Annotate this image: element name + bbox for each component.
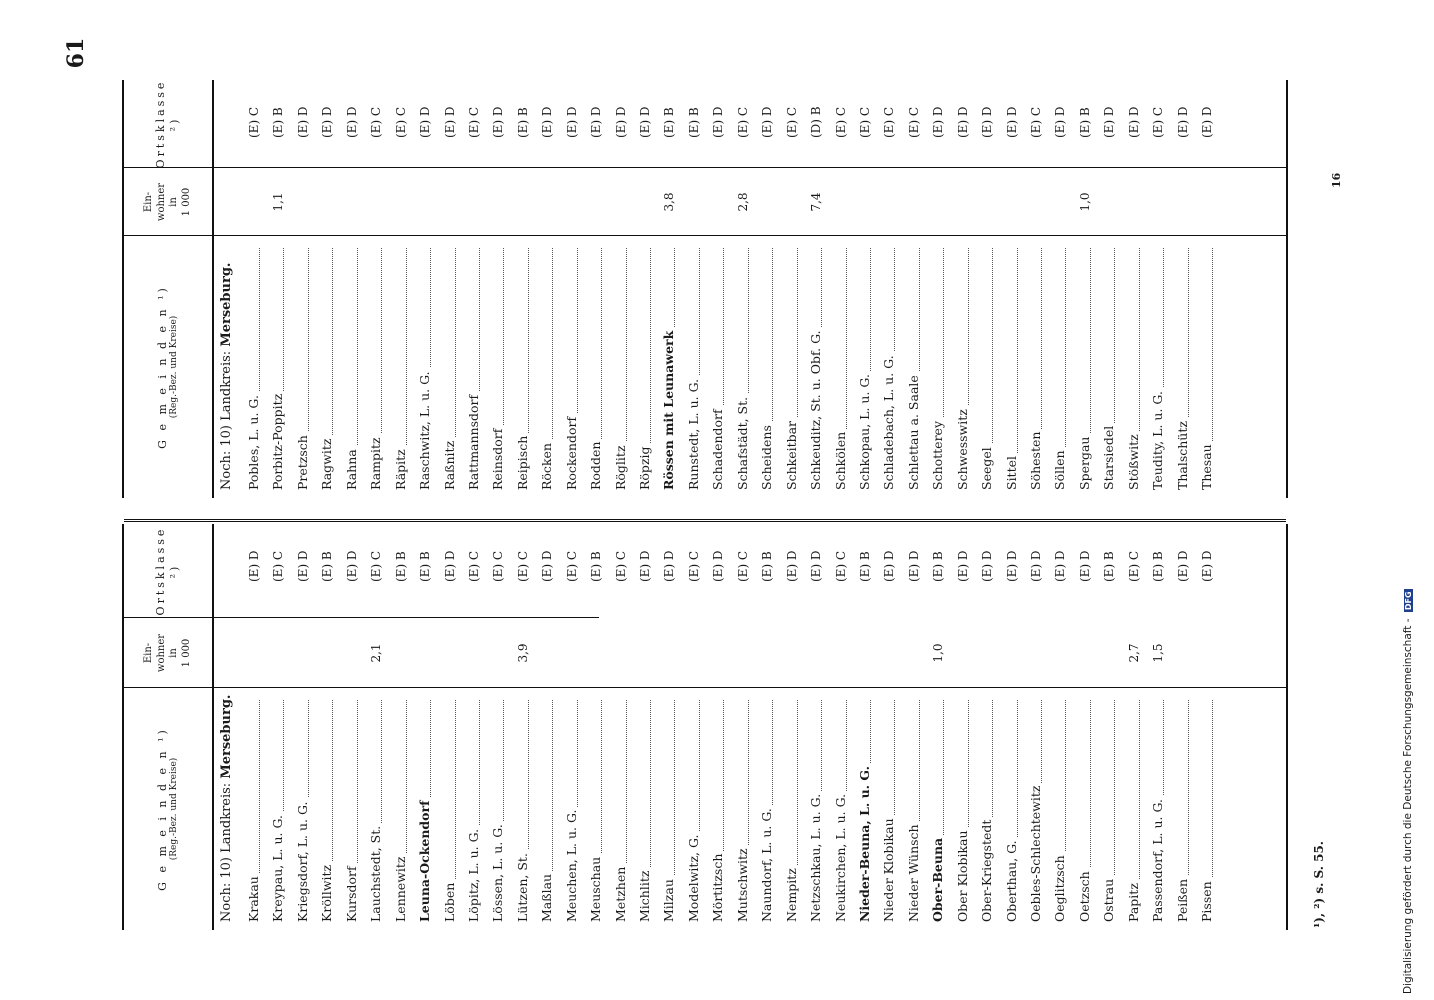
ortsklasse-value: (E) D xyxy=(638,106,652,138)
ortsklasse-value: (E) C xyxy=(882,106,897,138)
page-number: 61 xyxy=(63,37,89,69)
gemeinde-name: Kreypau, L. u. G. xyxy=(266,696,290,922)
table-row xyxy=(242,80,266,498)
gemeinde-name: Papitz xyxy=(1122,696,1146,922)
ortsklasse-value: (E) D xyxy=(442,106,457,138)
left-rows xyxy=(242,524,1220,930)
ortsklasse-value: (E) D xyxy=(589,106,604,138)
gemeinde-name: Mörtitzsch xyxy=(706,696,730,922)
gemeinde-name: Neukirchen, L. u. G. xyxy=(829,696,853,922)
ortsklasse-value: (E) D xyxy=(1029,550,1043,582)
table-row xyxy=(1122,80,1146,498)
table-row xyxy=(633,524,657,930)
gemeinde-name: Söhesten xyxy=(1024,244,1048,490)
gemeinde-name: Pretzsch xyxy=(291,244,315,490)
sheet-mark: 16 xyxy=(1330,172,1343,188)
gemeinde-name: Pobles, L. u. G. xyxy=(242,244,266,490)
ortsklasse-value: (E) D xyxy=(1053,550,1068,582)
ortsklasse-value: (E) C xyxy=(784,106,799,138)
table-row xyxy=(1171,524,1195,930)
gemeinde-name: Schkeitbar xyxy=(780,244,804,490)
ortsklasse-value: (E) C xyxy=(491,550,506,582)
table-row xyxy=(291,524,315,930)
table-row xyxy=(706,524,730,930)
ortsklasse-value: (E) D xyxy=(955,550,970,582)
table-row xyxy=(511,80,535,498)
ortsklasse-value: (E) D xyxy=(247,550,261,582)
header-einwohner: Ein- wohner in 1 000 xyxy=(124,618,214,688)
digitization-note: Digitalisierung gefördert durch die Deutsche Forschungsgemeinschaft - DFG xyxy=(1402,591,1414,994)
gemeinde-name: Ragwitz xyxy=(315,244,339,490)
einwohner-value: 1,5 xyxy=(1151,643,1166,663)
ortsklasse-value: (E) B xyxy=(1151,551,1166,582)
table-row xyxy=(975,524,999,930)
gemeinde-name: Starsiedel xyxy=(1097,244,1121,490)
table-row xyxy=(389,524,413,930)
table-row xyxy=(266,80,290,498)
ortsklasse-value: (E) B xyxy=(271,107,286,138)
ortsklasse-value: (E) D xyxy=(882,550,897,582)
table-row xyxy=(340,80,364,498)
table-row xyxy=(1097,80,1121,498)
ortsklasse-value: (E) B xyxy=(686,107,701,138)
gemeinde-name: Röpzig xyxy=(633,244,657,490)
table-row xyxy=(560,80,584,498)
gemeinde-name: Rahna xyxy=(340,244,364,490)
gemeinde-name: Netzschkau, L. u. G. xyxy=(804,696,828,922)
table-row xyxy=(1024,524,1048,930)
ortsklasse-value: (E) D xyxy=(1175,550,1190,582)
table-row xyxy=(829,80,853,498)
ortsklasse-value: (E) D xyxy=(540,550,555,582)
gemeinde-name: Lauchstedt, St. xyxy=(364,696,388,922)
table-row xyxy=(511,524,535,930)
right-table xyxy=(122,80,1288,498)
ortsklasse-value: (E) D xyxy=(1077,550,1092,582)
ortsklasse-value: (E) D xyxy=(638,550,652,582)
table-row xyxy=(780,524,804,930)
gemeinde-name: Michlitz xyxy=(633,696,657,922)
ortsklasse-value: (E) B xyxy=(1077,107,1092,138)
table-row xyxy=(291,80,315,498)
gemeinde-name: Schkeuditz, St. u. Obf. G. xyxy=(804,244,828,490)
table-row xyxy=(1146,524,1170,930)
gemeinde-name: Räpitz xyxy=(389,244,413,490)
table-row xyxy=(364,80,388,498)
gemeinde-name: Rodden xyxy=(584,244,608,490)
ortsklasse-value: (E) D xyxy=(760,106,775,138)
ortsklasse-value: (E) C xyxy=(906,106,921,138)
table-row xyxy=(584,524,608,930)
ortsklasse-value: (D) B xyxy=(809,106,824,138)
table-row xyxy=(902,524,926,930)
einwohner-value: 1,0 xyxy=(931,643,946,663)
gemeinde-name: Lützen, St. xyxy=(511,696,535,922)
ortsklasse-value: (E) D xyxy=(906,550,921,582)
ortsklasse-value: (E) D xyxy=(955,106,970,138)
table-row xyxy=(1048,524,1072,930)
table-row xyxy=(1195,80,1219,498)
ortsklasse-value: (E) C xyxy=(369,550,384,582)
ortsklasse-value: (E) B xyxy=(589,551,604,582)
table-row xyxy=(535,524,559,930)
gemeinde-name: Rattmannsdorf xyxy=(462,244,486,490)
gemeinde-name: Reipisch xyxy=(511,244,535,490)
table-row xyxy=(853,524,877,930)
gemeinde-name: Oebles-Schlechtewitz xyxy=(1024,696,1048,922)
einwohner-value: 1,1 xyxy=(271,192,286,212)
ortsklasse-value: (E) D xyxy=(295,106,310,138)
gemeinde-name: Seegel xyxy=(975,244,999,490)
dfg-logo: DFG xyxy=(1404,591,1413,611)
gemeinde-name: Nieder Wünsch xyxy=(902,696,926,922)
einwohner-value: 2,7 xyxy=(1126,643,1141,663)
ortsklasse-value: (E) D xyxy=(980,106,995,138)
ortsklasse-value: (E) D xyxy=(1126,106,1141,138)
gemeinde-name: Löben xyxy=(438,696,462,922)
einwohner-value: 2,1 xyxy=(369,643,384,663)
ortsklasse-value: (E) D xyxy=(418,106,433,138)
table-row xyxy=(804,524,828,930)
ortsklasse-value: (E) C xyxy=(466,550,481,582)
ortsklasse-value: (E) C xyxy=(613,550,628,582)
footnote: ¹), ²) s. S. 55. xyxy=(1312,841,1326,928)
einwohner-value: 3,9 xyxy=(515,643,530,663)
ortsklasse-value: (E) D xyxy=(344,106,359,138)
gemeinde-name: Leuna-Ockendorf xyxy=(413,696,437,922)
table-row xyxy=(731,80,755,498)
gemeinde-name: Röcken xyxy=(535,244,559,490)
gemeinde-name: Runstedt, L. u. G. xyxy=(682,244,706,490)
ortsklasse-value: (E) D xyxy=(711,106,726,138)
gemeinde-name: Krakau xyxy=(242,696,266,922)
header-ortsklasse: Ortsklasse ²) xyxy=(124,80,214,168)
ortsklasse-value: (E) D xyxy=(809,550,824,582)
ortsklasse-value: (E) D xyxy=(491,106,506,138)
ortsklasse-value: (E) D xyxy=(540,106,555,138)
ortsklasse-value: (E) D xyxy=(980,550,995,582)
table-row xyxy=(706,80,730,498)
ortsklasse-value: (E) D xyxy=(442,550,457,582)
gemeinde-name: Lössen, L. u. G. xyxy=(486,696,510,922)
gemeinde-name: Teudity, L. u. G. xyxy=(1146,244,1170,490)
gemeinde-name: Schafstädt, St. xyxy=(731,244,755,490)
table-row xyxy=(1171,80,1195,498)
ortsklasse-value: (E) D xyxy=(931,106,946,138)
table-row xyxy=(413,524,437,930)
table-row xyxy=(535,80,559,498)
gemeinde-name: Sittel xyxy=(1000,244,1024,490)
table-row xyxy=(731,524,755,930)
gemeinde-name: Lennewitz xyxy=(389,696,413,922)
table-row xyxy=(829,524,853,930)
table-row xyxy=(1097,524,1121,930)
table-row xyxy=(462,80,486,498)
table-row xyxy=(1024,80,1048,498)
table-row xyxy=(1195,524,1219,930)
gemeinde-name: Passendorf, L. u. G. xyxy=(1146,696,1170,922)
table-row xyxy=(853,80,877,498)
gemeinde-name: Oetzsch xyxy=(1073,696,1097,922)
table-row xyxy=(609,524,633,930)
table-row xyxy=(877,524,901,930)
table-row xyxy=(1122,524,1146,930)
ortsklasse-value: (E) B xyxy=(320,551,335,582)
gemeinde-name: Nieder-Beuna, L. u. G. xyxy=(853,696,877,922)
ortsklasse-value: (E) C xyxy=(1126,550,1141,582)
table-row xyxy=(584,80,608,498)
ortsklasse-value: (E) B xyxy=(857,551,872,582)
table-row xyxy=(364,524,388,930)
ortsklasse-value: (E) D xyxy=(564,106,579,138)
ortsklasse-value: (E) D xyxy=(1200,550,1215,582)
gemeinde-name: Schlettau a. Saale xyxy=(902,244,926,490)
ortsklasse-value: (E) C xyxy=(1029,106,1043,138)
gemeinde-name: Schladebach, L. u. G. xyxy=(877,244,901,490)
gemeinde-name: Porbitz-Poppitz xyxy=(266,244,290,490)
gemeinde-name: Schwesswitz xyxy=(951,244,975,490)
gemeinde-name: Maßlau xyxy=(535,696,559,922)
table-row xyxy=(340,524,364,930)
gemeinde-name: Nempitz xyxy=(780,696,804,922)
gemeinde-name: Stößwitz xyxy=(1122,244,1146,490)
ortsklasse-value: (E) C xyxy=(247,106,261,138)
table-row xyxy=(462,524,486,930)
ortsklasse-value: (E) D xyxy=(711,550,726,582)
gemeinde-name: Schkopau, L. u. G. xyxy=(853,244,877,490)
header-gemeinden: G e m e i n d e n ¹) (Reg.-Bez. und Kreise) xyxy=(124,688,214,930)
ortsklasse-value: (E) D xyxy=(1053,106,1068,138)
table-row xyxy=(633,80,657,498)
einwohner-value: 3,8 xyxy=(662,192,677,212)
gemeinde-name: Modelwitz, G. xyxy=(682,696,706,922)
ortsklasse-value: (E) C xyxy=(833,106,848,138)
table-row xyxy=(1000,80,1024,498)
table-row xyxy=(1073,80,1097,498)
ortsklasse-value: (E) C xyxy=(735,106,750,138)
table-row xyxy=(951,80,975,498)
gemeinde-name: Reinsdorf xyxy=(486,244,510,490)
table-row xyxy=(755,80,779,498)
table-row xyxy=(438,80,462,498)
section-title: Noch: 10) Landkreis: Merseburg. xyxy=(219,694,234,922)
gemeinde-name: Kursdorf xyxy=(340,696,364,922)
gemeinde-name: Kriegsdorf, L. u. G. xyxy=(291,696,315,922)
ortsklasse-value: (E) C xyxy=(564,550,579,582)
ortsklasse-value: (E) C xyxy=(466,106,481,138)
ortsklasse-value: (E) C xyxy=(1151,106,1166,138)
einwohner-value: 7,4 xyxy=(809,192,824,212)
gemeinde-name: Meuschau xyxy=(584,696,608,922)
leader-dots xyxy=(1000,248,1018,482)
table-row xyxy=(902,80,926,498)
gemeinde-name: Ober-Kriegstedt xyxy=(975,696,999,922)
gemeinde-name: Thesau xyxy=(1195,244,1219,490)
ortsklasse-value: (E) C xyxy=(833,550,848,582)
gemeinde-name: Ober Klobikau xyxy=(951,696,975,922)
table-separator xyxy=(124,519,1286,522)
gemeinde-name: Mutschwitz xyxy=(731,696,755,922)
gemeinde-name: Rössen mit Leunawerk xyxy=(657,244,681,490)
ortsklasse-value: (E) C xyxy=(369,106,384,138)
gemeinde-name: Scheidens xyxy=(755,244,779,490)
ortsklasse-value: (E) C xyxy=(393,106,408,138)
table-row xyxy=(1048,80,1072,498)
gemeinde-name: Rockendorf xyxy=(560,244,584,490)
table-row xyxy=(804,80,828,498)
table-row xyxy=(438,524,462,930)
right-rows xyxy=(242,80,1220,498)
ortsklasse-value: (E) D xyxy=(1102,106,1117,138)
table-row xyxy=(657,80,681,498)
ortsklasse-value: (E) D xyxy=(1175,106,1190,138)
gemeinde-name: Rampitz xyxy=(364,244,388,490)
ortsklasse-value: (E) B xyxy=(515,107,530,138)
ortsklasse-value: (E) D xyxy=(662,550,677,582)
gemeinde-name: Nieder Klobikau xyxy=(877,696,901,922)
gemeinde-name: Peißen xyxy=(1171,696,1195,922)
table-row xyxy=(877,80,901,498)
table-row xyxy=(951,524,975,930)
ortsklasse-value: (E) B xyxy=(1102,551,1117,582)
einwohner-value: 2,8 xyxy=(735,192,750,212)
ortsklasse-value: (E) B xyxy=(760,551,775,582)
ortsklasse-value: (E) D xyxy=(295,550,310,582)
table-row xyxy=(1000,524,1024,930)
ortsklasse-value: (E) C xyxy=(686,550,701,582)
table-row xyxy=(315,524,339,930)
gemeinde-name: Naundorf, L. u. G. xyxy=(755,696,779,922)
ortsklasse-value: (E) B xyxy=(393,551,408,582)
table-row xyxy=(1146,80,1170,498)
ortsklasse-value: (E) D xyxy=(1200,106,1215,138)
table-row xyxy=(682,524,706,930)
ortsklasse-value: (E) C xyxy=(735,550,750,582)
gemeinde-name: Thalschütz xyxy=(1171,244,1195,490)
table-row xyxy=(975,80,999,498)
ortsklasse-value: (E) C xyxy=(515,550,530,582)
ortsklasse-value: (E) D xyxy=(1004,106,1019,138)
table-row xyxy=(413,80,437,498)
ortsklasse-value: (E) C xyxy=(857,106,872,138)
table-row xyxy=(682,80,706,498)
table-row xyxy=(486,524,510,930)
gemeinde-name: Röglitz xyxy=(609,244,633,490)
ortsklasse-value: (E) B xyxy=(662,107,677,138)
ortsklasse-value: (E) D xyxy=(320,106,335,138)
ortsklasse-value: (E) D xyxy=(613,106,628,138)
gemeinde-name: Schotterey xyxy=(926,244,950,490)
gemeinde-name: Raschwitz, L. u. G. xyxy=(413,244,437,490)
gemeinde-name: Metzhen xyxy=(609,696,633,922)
header-ortsklasse: Ortsklasse ²) xyxy=(124,524,214,618)
ortsklasse-value: (E) B xyxy=(418,551,433,582)
table-row xyxy=(1073,524,1097,930)
table-row xyxy=(315,80,339,498)
table-row xyxy=(486,80,510,498)
header-gemeinden: G e m e i n d e n ¹) (Reg.-Bez. und Kreise) xyxy=(124,236,214,498)
gemeinde-name: Oeglitzsch xyxy=(1048,696,1072,922)
einwohner-value: 1,0 xyxy=(1077,192,1092,212)
table-row xyxy=(609,80,633,498)
gemeinde-name: Oberthau, G. xyxy=(1000,696,1024,922)
table-row xyxy=(926,80,950,498)
gemeinde-name: Kröllwitz xyxy=(315,696,339,922)
gemeinde-name: Milzau xyxy=(657,696,681,922)
gemeinde-name: Ostrau xyxy=(1097,696,1121,922)
table-row xyxy=(560,524,584,930)
gemeinde-name: Söllen xyxy=(1048,244,1072,490)
ortsklasse-value: (E) C xyxy=(271,550,286,582)
left-table xyxy=(122,524,1288,930)
table-row xyxy=(242,524,266,930)
section-title: Noch: 10) Landkreis: Merseburg. xyxy=(219,262,234,490)
ortsklasse-value: (E) D xyxy=(344,550,359,582)
header-einwohner: Ein- wohner in 1 000 xyxy=(124,168,214,236)
table-row xyxy=(780,80,804,498)
gemeinde-name: Pissen xyxy=(1195,696,1219,922)
table-row xyxy=(755,524,779,930)
ortsklasse-value: (E) D xyxy=(1004,550,1019,582)
table-row xyxy=(266,524,290,930)
table-row xyxy=(926,524,950,930)
gemeinde-name: Schadendorf xyxy=(706,244,730,490)
gemeinde-name: Raßnitz xyxy=(438,244,462,490)
ortsklasse-value: (E) D xyxy=(784,550,799,582)
gemeinde-name: Löpitz, L. u. G. xyxy=(462,696,486,922)
gemeinde-name: Ober-Beuna xyxy=(926,696,950,922)
gemeinde-name: Schkölen xyxy=(829,244,853,490)
ortsklasse-value: (E) B xyxy=(931,551,946,582)
table-row xyxy=(389,80,413,498)
table-row xyxy=(657,524,681,930)
gemeinde-name: Spergau xyxy=(1073,244,1097,490)
gemeinde-name: Meuchen, L. u. G. xyxy=(560,696,584,922)
